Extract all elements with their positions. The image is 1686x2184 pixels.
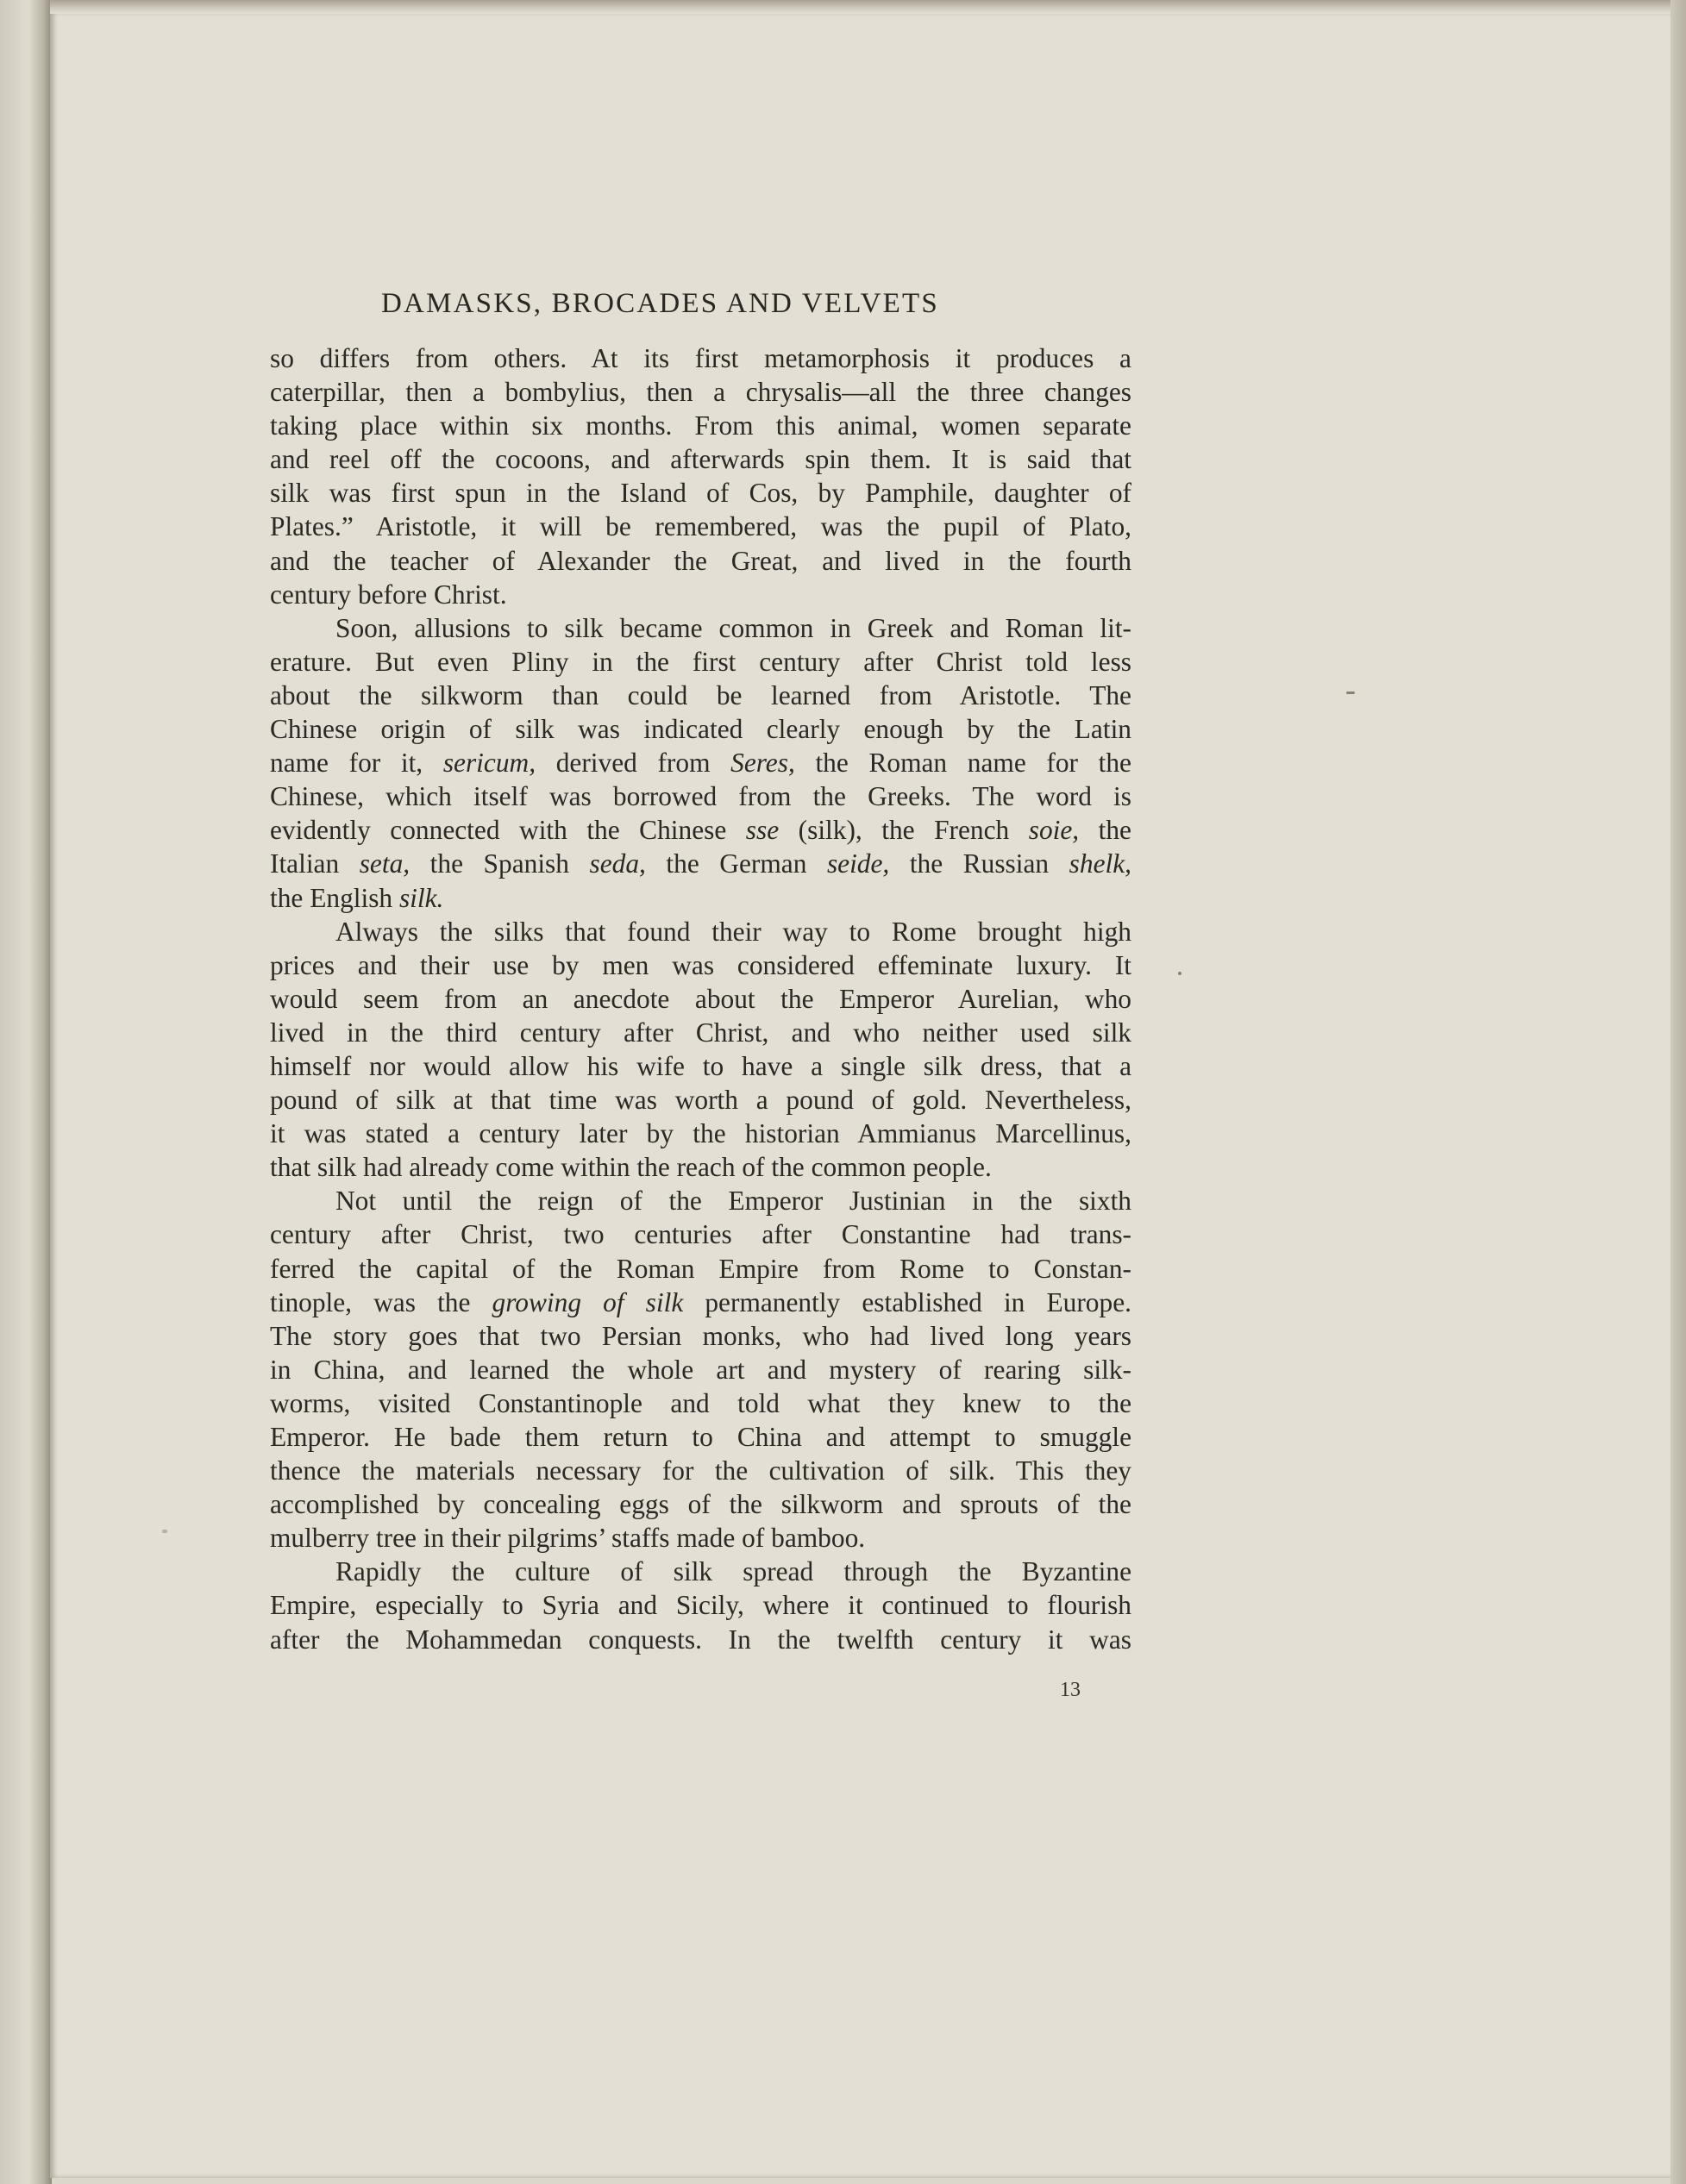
page-right-edge: [1670, 0, 1686, 2184]
text-line: himself nor would allow his wife to have a single silk dress, that a: [270, 1050, 1131, 1081]
text-line: lived in the third century after Christ, and who neither used silk: [270, 1017, 1131, 1048]
text-segment: derived from: [536, 748, 731, 779]
text-line: accomplished by concealing eggs of the silkworm and sprouts of the: [270, 1489, 1131, 1520]
text-line: silk was first spun in the Island of Cos, by Pamphile, daughter of: [270, 478, 1131, 509]
text-line: Plates.” Aristotle, it will be remembered, was the pupil of Plato,: [270, 511, 1131, 542]
text-line: so differs from others. At its first metamorphosis it produces a: [270, 343, 1131, 373]
text-line: taking place within six months. From this animal, women separate: [270, 410, 1131, 441]
text-line: pound of silk at that time was worth a pound of gold. Nevertheless,: [270, 1085, 1131, 1116]
text-line: and the teacher of Alexander the Great, and lived in the fourth: [270, 545, 1131, 576]
text-line: after the Mohammedan conquests. In the twelfth century it was: [270, 1624, 1131, 1655]
body-text: [270, 341, 1131, 1656]
text-line: century before Christ.: [270, 579, 507, 610]
text-segment: Italian: [270, 848, 360, 879]
italic-term: soie,: [1028, 815, 1080, 846]
paper-speck: [1178, 972, 1181, 975]
text-line: that silk had already come within the reach of the common people.: [270, 1152, 992, 1183]
text-line: The story goes that two Persian monks, who had lived long years: [270, 1320, 1131, 1351]
text-segment: permanently established in Europe.: [683, 1286, 1131, 1317]
text-segment: (silk), the French: [779, 815, 1029, 846]
text-line: Empire, especially to Syria and Sicily, where it continued to flourish: [270, 1590, 1131, 1621]
text-line: Chinese origin of silk was indicated clearly enough by the Latin: [270, 714, 1131, 745]
text-line: century after Christ, two centuries after Constantine had trans-: [270, 1219, 1131, 1250]
text-segment: the German: [645, 848, 827, 879]
paper-speck: [1346, 691, 1355, 694]
italic-term: growing of silk: [492, 1286, 684, 1317]
text-line: worms, visited Constantinople and told what they knew to the: [270, 1387, 1131, 1418]
text-line: thence the materials necessary for the cultivation of silk. This they: [270, 1455, 1131, 1486]
text-line: about the silkworm than could be learned from Aristotle. The: [270, 679, 1131, 710]
italic-term: Seres,: [730, 748, 795, 779]
italic-term: sericum,: [442, 748, 536, 779]
italic-term: shelk,: [1069, 848, 1131, 879]
text-line: Always the silks that found their way to Rome brought high: [335, 916, 1131, 947]
text-line: prices and their use by men was considered effeminate luxury. It: [270, 949, 1131, 980]
text-line: [270, 813, 1131, 847]
text-segment: the Spanish: [410, 848, 590, 879]
text-line: [270, 1286, 1131, 1319]
text-line: Emperor. He bade them return to China and attempt to smuggle: [270, 1422, 1131, 1452]
text-line: it was stated a century later by the historian Ammianus Marcellinus,: [270, 1118, 1131, 1149]
paper-speck: [162, 1530, 167, 1533]
text-segment: tinople, was the: [270, 1286, 492, 1317]
text-line: would seem from an anecdote about the Emperor Aurelian, who: [270, 983, 1131, 1014]
page-top-edge: [50, 0, 1671, 14]
text-line: Rapidly the culture of silk spread through the Byzantine: [335, 1556, 1131, 1587]
text-segment: name for it,: [270, 748, 443, 779]
text-line: Chinese, which itself was borrowed from the Greeks. The word is: [270, 781, 1131, 812]
page-number: 13: [1060, 1679, 1081, 1701]
facing-page-edge: [0, 0, 52, 2184]
italic-term: seide,: [826, 848, 890, 879]
text-line: [270, 881, 1131, 915]
text-line: in China, and learned the whole art and mystery of rearing silk-: [270, 1354, 1131, 1385]
text-line: [270, 847, 1131, 880]
text-line: caterpillar, then a bombylius, then a chrysalis—all the three changes: [270, 377, 1131, 408]
text-segment: the Russian: [889, 848, 1069, 879]
text-line: erature. But even Pliny in the first century after Christ told less: [270, 646, 1131, 677]
text-line: and reel off the cocoons, and afterwards spin them. It is said that: [270, 444, 1131, 475]
text-segment: the Roman name for the: [794, 748, 1131, 779]
italic-term: silk.: [398, 882, 444, 913]
text-line: [270, 746, 1131, 779]
text-segment: the English: [270, 882, 399, 913]
italic-term: sse: [745, 815, 780, 846]
text-line: mulberry tree in their pilgrims’ staffs made of bamboo.: [270, 1523, 866, 1554]
running-head: DAMASKS, BROCADES AND VELVETS: [381, 288, 939, 319]
text-line: ferred the capital of the Roman Empire from Rome to Constan-: [270, 1253, 1131, 1284]
italic-term: seta,: [359, 848, 411, 879]
italic-term: seda,: [589, 848, 646, 879]
text-segment: evidently connected with the Chinese: [270, 815, 746, 846]
text-segment: the: [1079, 815, 1131, 846]
text-line: Soon, allusions to silk became common in Greek and Roman lit-: [335, 612, 1131, 643]
text-line: Not until the reign of the Emperor Justinian in the sixth: [335, 1186, 1131, 1217]
